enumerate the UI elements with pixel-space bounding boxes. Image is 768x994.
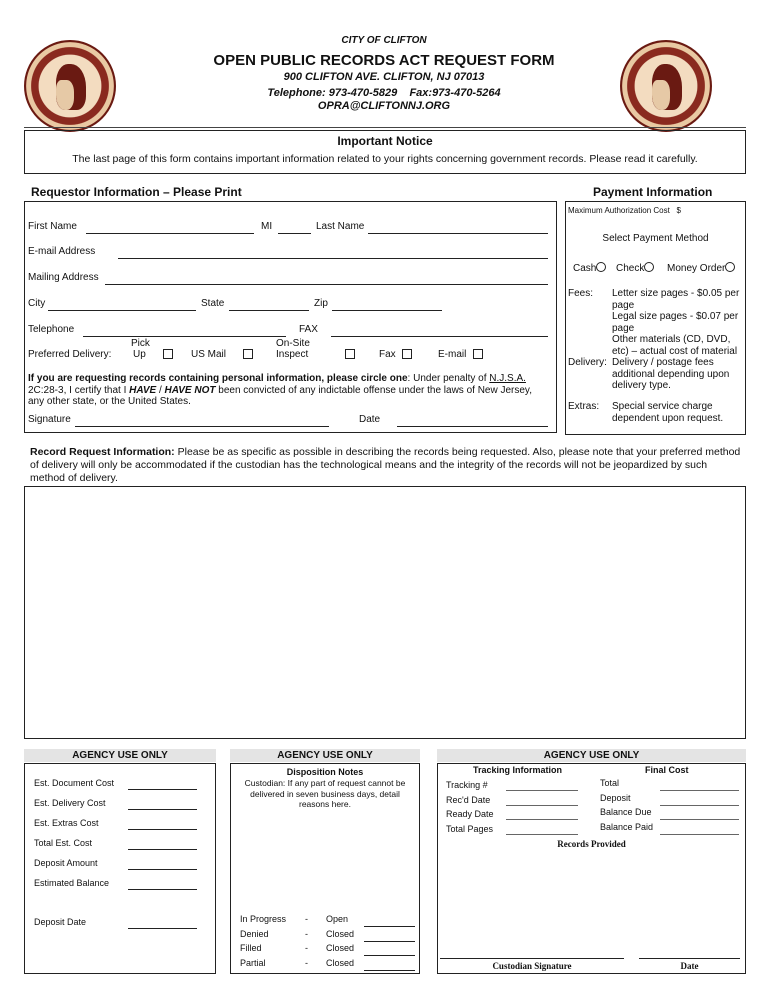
delivery-label: Delivery: — [568, 357, 607, 368]
custodian-signature-label: Custodian Signature — [492, 961, 572, 971]
personal-info-certification — [28, 373, 543, 408]
disposition-title: Disposition Notes — [286, 767, 364, 777]
fee-letter: Letter size pages - $0.05 per page — [612, 288, 740, 311]
cost-label: Deposit Date — [34, 917, 87, 927]
cost-field[interactable] — [128, 829, 197, 830]
status-dash: - — [305, 943, 308, 953]
disposition-text: Custodian: If any part of request cannot be delivered in seven business days, detail reasons here. — [244, 778, 406, 809]
cost-field[interactable] — [128, 889, 197, 890]
tracking-field[interactable] — [506, 790, 578, 791]
agency-header-3: AGENCY USE ONLY — [437, 749, 746, 762]
email: OPRA@CLIFTONNJ.ORG — [317, 100, 451, 112]
status-result: Closed — [326, 943, 355, 953]
custodian-date-field[interactable] — [639, 958, 740, 959]
date-field[interactable] — [397, 426, 548, 427]
email-label: E-mail Address — [28, 246, 96, 257]
form-title: OPEN PUBLIC RECORDS ACT REQUEST FORM — [213, 52, 555, 69]
email-option-label: E-mail — [438, 349, 467, 360]
tracking-label: Total Pages — [446, 823, 494, 834]
mi-label: MI — [261, 221, 273, 232]
telephone-field[interactable] — [83, 336, 286, 337]
status-field[interactable] — [364, 955, 415, 956]
header-divider — [24, 127, 746, 128]
date-label: Date — [359, 414, 381, 425]
status-dash: - — [305, 914, 308, 924]
custodian-date-label: Date — [680, 961, 699, 971]
fax-field[interactable] — [331, 336, 548, 337]
certification-heading: If you are requesting records containing personal information, please circle one — [28, 373, 408, 384]
onsite-label-2: Inspect — [276, 349, 309, 360]
extras-label: Extras: — [568, 401, 600, 412]
tracking-title: Tracking Information — [473, 765, 563, 775]
fees-text — [612, 288, 742, 357]
cost-label: Estimated Balance — [34, 878, 110, 888]
status-label: Filled — [240, 943, 262, 953]
extras-text: Special service charge dependent upon request. — [612, 401, 724, 424]
tracking-label: Rec'd Date — [446, 794, 491, 805]
fax-option-label: Fax — [379, 349, 396, 360]
cost-field[interactable] — [128, 809, 197, 810]
fee-other: Other materials (CD, DVD, etc) – actual cost of material — [612, 334, 738, 357]
cash-option[interactable] — [573, 262, 606, 274]
city-label: City — [28, 298, 46, 309]
certification-text: 2C:28-3, I certify that I — [28, 384, 130, 396]
agency-header-1: AGENCY USE ONLY — [24, 749, 216, 762]
final-cost-field[interactable] — [660, 819, 739, 820]
signature-field[interactable] — [75, 426, 329, 427]
notice-title: Important Notice — [337, 134, 433, 148]
cash-radio[interactable] — [596, 262, 606, 272]
city-name: CITY OF CLIFTON — [341, 35, 427, 46]
requestor-heading: Requestor Information – Please Print — [31, 185, 242, 199]
cost-field[interactable] — [128, 789, 197, 790]
tracking-field[interactable] — [506, 805, 578, 806]
zip-label: Zip — [314, 298, 328, 309]
status-dash: - — [305, 928, 308, 939]
signature-label: Signature — [28, 414, 71, 425]
status-result: Closed — [326, 957, 355, 968]
final-cost-label: Balance Paid — [600, 821, 654, 832]
check-radio[interactable] — [644, 262, 654, 272]
have-option[interactable]: HAVE — [129, 384, 157, 396]
separator: / — [156, 384, 165, 396]
first-name-field[interactable] — [86, 233, 254, 234]
payment-box — [565, 201, 746, 435]
cash-label: Cash — [573, 263, 597, 274]
record-request-heading: Record Request Information: — [30, 446, 175, 458]
money-order-option[interactable] — [667, 262, 735, 274]
cost-field[interactable] — [128, 869, 197, 870]
tracking-field[interactable] — [506, 834, 578, 835]
last-name-field[interactable] — [368, 233, 548, 234]
status-field[interactable] — [364, 970, 415, 971]
pickup-label-1: Pick — [131, 338, 150, 349]
email-checkbox[interactable] — [473, 349, 483, 359]
final-cost-label: Total — [600, 778, 620, 788]
cost-field[interactable] — [128, 928, 197, 929]
fax-label: FAX — [299, 324, 318, 335]
fees-label: Fees: — [568, 288, 594, 299]
tracking-label: Tracking # — [446, 780, 488, 790]
usmail-checkbox[interactable] — [243, 349, 253, 359]
state-label: State — [201, 298, 225, 309]
fee-legal: Legal size pages - $0.07 per page — [612, 311, 739, 334]
record-request-instructions — [30, 446, 742, 485]
zip-field[interactable] — [332, 310, 442, 311]
select-payment-label: Select Payment Method — [602, 233, 709, 244]
status-field[interactable] — [364, 926, 415, 927]
cost-label: Est. Delivery Cost — [34, 798, 106, 808]
onsite-checkbox[interactable] — [345, 349, 355, 359]
status-result: Closed — [326, 928, 355, 939]
final-cost-label: Deposit — [600, 792, 631, 803]
final-cost-field[interactable] — [660, 790, 739, 791]
custodian-signature-field[interactable] — [440, 958, 624, 959]
delivery-text: Delivery / postage fees additional depending upon delivery type. — [612, 357, 730, 391]
cost-label: Deposit Amount — [34, 858, 98, 868]
have-not-option[interactable]: HAVE NOT — [164, 384, 216, 396]
important-notice — [24, 130, 746, 174]
fax-checkbox[interactable] — [402, 349, 412, 359]
status-field[interactable] — [364, 941, 415, 942]
money-order-label: Money Order — [667, 263, 726, 274]
certification-text: been convicted of any indictable offense under the laws of New Jersey, any other state, or the United States. — [28, 384, 532, 407]
first-name-label: First Name — [28, 221, 77, 232]
email-field[interactable] — [118, 258, 548, 259]
cost-label: Total Est. Cost — [34, 838, 93, 848]
address: 900 CLIFTON AVE. CLIFTON, NJ 07013 — [283, 71, 485, 83]
status-result: Open — [326, 914, 349, 924]
status-label: Partial — [240, 957, 266, 968]
final-cost-field[interactable] — [660, 805, 739, 806]
check-label: Check — [616, 263, 645, 274]
final-cost-label: Balance Due — [600, 807, 652, 817]
pickup-checkbox[interactable] — [163, 349, 173, 359]
record-request-textarea[interactable] — [24, 486, 746, 739]
check-option[interactable] — [616, 262, 654, 274]
pickup-label-2: Up — [133, 349, 146, 360]
mailing-field[interactable] — [105, 284, 548, 285]
final-cost-title: Final Cost — [645, 765, 689, 775]
record-request-text: Please be as specific as possible in describing the records being requested. Also, please note that your preferred method of delivery will only be accommodated if the custodian has the technological means and the integrity of the records will not be jeopardized by such method of delivery. — [30, 446, 741, 484]
cost-label: Est. Extras Cost — [34, 818, 99, 828]
onsite-label-1: On-Site — [276, 338, 310, 349]
agency-header-2: AGENCY USE ONLY — [230, 749, 420, 762]
payment-heading: Payment Information — [593, 185, 713, 199]
notice-text: The last page of this form contains important information related to your rights concerning government records. Please read it carefully. — [72, 153, 698, 165]
max-authorization-cost[interactable]: Maximum Authorization Cost $ — [568, 206, 681, 215]
status-label: In Progress — [240, 914, 287, 924]
phone-fax: Telephone: 973-470-5829 Fax:973-470-5264 — [267, 87, 501, 99]
status-label: Denied — [240, 928, 269, 939]
tracking-field[interactable] — [506, 819, 578, 820]
records-provided-label: Records Provided — [557, 839, 626, 849]
certification-text: : Under penalty of — [407, 373, 490, 384]
state-field[interactable] — [229, 310, 309, 311]
tracking-label: Ready Date — [446, 809, 494, 819]
status-dash: - — [305, 957, 308, 968]
last-name-label: Last Name — [316, 221, 365, 232]
money-order-radio[interactable] — [725, 262, 735, 272]
usmail-label: US Mail — [191, 349, 227, 360]
city-field[interactable] — [48, 310, 196, 311]
final-cost-field[interactable] — [660, 834, 739, 835]
mailing-label: Mailing Address — [28, 272, 99, 283]
statute-reference: N.J.S.A. — [489, 373, 526, 384]
cost-field[interactable] — [128, 849, 197, 850]
preferred-delivery-label: Preferred Delivery: — [28, 349, 112, 360]
cost-label: Est. Document Cost — [34, 778, 115, 788]
mi-field[interactable] — [278, 233, 311, 234]
telephone-label: Telephone — [28, 324, 75, 335]
